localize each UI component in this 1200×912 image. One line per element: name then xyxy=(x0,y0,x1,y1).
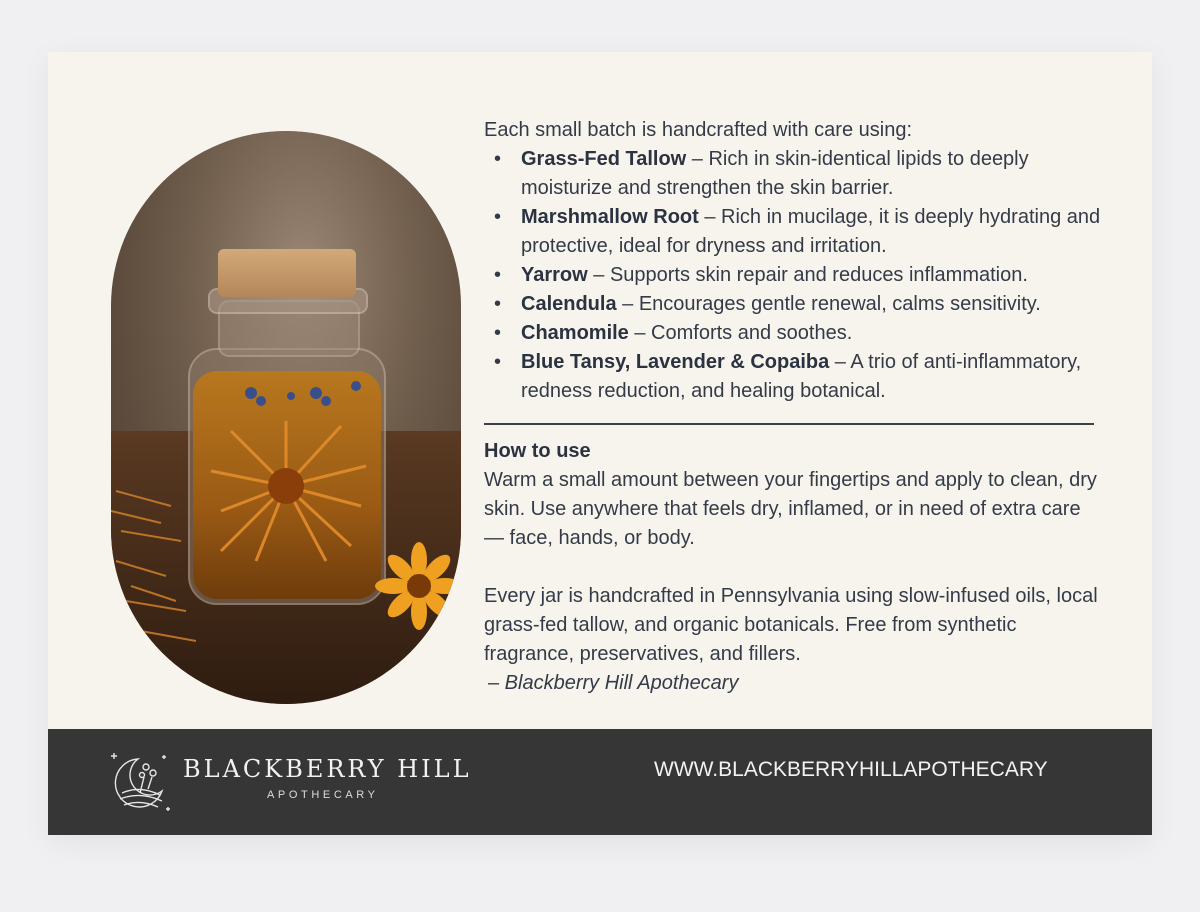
ingredient-list xyxy=(484,145,1104,406)
divider xyxy=(484,423,1094,425)
list-item xyxy=(521,261,1104,290)
product-card xyxy=(48,52,1152,835)
ingredient-name: Calendula xyxy=(521,293,617,315)
ingredient-name: Blue Tansy, Lavender & Copaiba xyxy=(521,351,830,373)
ingredient-description: – Comforts and soothes. xyxy=(628,322,853,344)
brand-name: BLACKBERRY HILL xyxy=(183,755,472,783)
ingredient-description: – Supports skin repair and reduces inflammation. xyxy=(587,264,1028,286)
ingredient-name: Grass-Fed Tallow xyxy=(521,148,687,170)
how-to-use-title: How to use xyxy=(484,440,591,462)
list-item xyxy=(521,348,1104,406)
herbal-oil-jar-photo xyxy=(111,131,461,704)
ingredient-description: – A trio of anti-inflammatory, redness reduction, and healing botanical. xyxy=(521,351,1082,402)
how-to-use-text: Warm a small amount between your fingertips and apply to clean, dry skin. Use anywhere that feels dry, inflamed, or in need of extra care — face, hands, or body. xyxy=(484,469,1097,549)
ingredient-name: Yarrow xyxy=(521,264,588,286)
moon-flower-logo-icon xyxy=(108,747,174,817)
list-item xyxy=(521,203,1104,261)
list-item xyxy=(521,145,1104,203)
list-item xyxy=(521,290,1104,319)
signature: – Blackberry Hill Apothecary xyxy=(488,672,739,694)
product-description xyxy=(484,116,1104,698)
ingredient-description: – Rich in skin-identical lipids to deeply moisturize and strengthen the skin barrier. xyxy=(521,148,1029,199)
intro-text: Each small batch is handcrafted with care using: xyxy=(484,119,912,141)
brand-subtitle: APOTHECARY xyxy=(267,789,379,801)
ingredient-description: – Encourages gentle renewal, calms sensitivity. xyxy=(616,293,1041,315)
list-item xyxy=(521,319,1104,348)
ingredient-name: Marshmallow Root xyxy=(521,206,699,228)
footer-bar xyxy=(48,729,1152,835)
ingredient-description: – Rich in mucilage, it is deeply hydrating and protective, ideal for dryness and irritation. xyxy=(521,206,1101,257)
origin-text: Every jar is handcrafted in Pennsylvania using slow-infused oils, local grass-fed tallow, and organic botanicals. Free from synthetic fragrance, preservatives, and fillers. xyxy=(484,585,1098,665)
website-link[interactable]: WWW.BLACKBERRYHILLAPOTHECARY xyxy=(654,758,1048,781)
ingredient-name: Chamomile xyxy=(521,322,629,344)
